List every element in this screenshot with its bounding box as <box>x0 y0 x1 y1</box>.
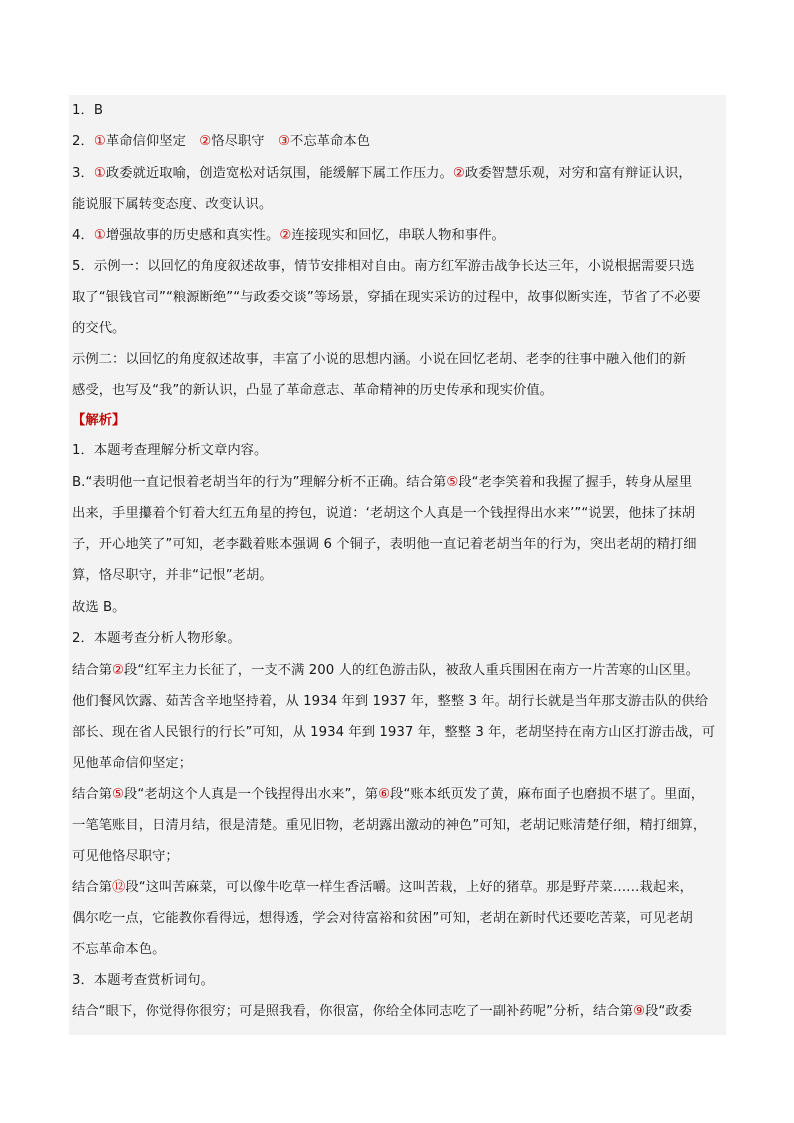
circled-number: ② <box>452 166 465 181</box>
analysis-1-choice: 故选 B。 <box>72 600 126 615</box>
circled-number: ① <box>93 134 106 149</box>
answer-analysis-page <box>69 95 726 1035</box>
answer-5: 5．示例一：以回忆的角度叙述故事，情节安排相对自由。南方红军游击战争长达三年，小说根据需要只选 <box>72 259 695 274</box>
analysis-1-text: 出来，手里攥着个钉着大红五角星的挎包，说道：‘老胡这个人真是一个钱捏得出水来’”“说罢，他抹了抹胡 <box>72 506 696 521</box>
circled-number: ② <box>279 228 292 243</box>
circled-number: ⑥ <box>378 787 391 802</box>
analysis-2-text: 可见他恪尽职守； <box>72 849 179 864</box>
circled-number: ① <box>93 228 106 243</box>
analysis-1-intro: 1．本题考查理解分析文章内容。 <box>72 443 268 458</box>
analysis-3-intro: 3．本题考查赏析词句。 <box>72 973 214 988</box>
analysis-2-text: 见他革命信仰坚定； <box>72 756 193 771</box>
analysis-2-text: 偶尔吃一点，它能教你看得远，想得透，学会对待富裕和贫困”可知，老胡在新时代还要吃苦菜，可见老胡 <box>72 911 693 926</box>
answer-5-cont: 取了“银钱官司”“粮源断绝”“与政委交谈”等场景，穿插在现实采访的过程中，故事似断实连，节省了不必要 <box>72 290 701 305</box>
analysis-2-text: 结合第⑤段“老胡这个人真是一个钱捏得出水来”，第⑥段“账本纸页发了黄，麻布面子也磨损不堪了。里面， <box>72 787 705 802</box>
analysis-1-text: 算，恪尽职守，并非“记恨”老胡。 <box>72 568 273 583</box>
analysis-1-text: B.“表明他一直记恨着老胡当年的行为”理解分析不正确。结合第⑤段“老李笑着和我握了握手，转身从屋里 <box>72 475 693 490</box>
circled-number: ⑨ <box>633 1004 646 1019</box>
analysis-2-text: 他们餐风饮露、茹苦含辛地坚持着，从 1934 年到 1937 年，整整 3 年。胡行长就是当年那支游击队的供给 <box>72 694 709 709</box>
answer-3: 3．①政委就近取喻，创造宽松对话氛围，能缓解下属工作压力。②政委智慧乐观，对穷和富有辩证认识， <box>72 166 692 181</box>
analysis-2-text: 结合第⑫段“这叫苦麻菜，可以像牛吃草一样生香活嚼。这叫苦栽，上好的猪草。那是野芹菜……栽起来， <box>72 880 693 895</box>
analysis-2-text: 不忘革命本色。 <box>72 942 166 957</box>
circled-number: ⑫ <box>112 880 126 895</box>
circled-number: ⑤ <box>446 475 459 490</box>
circled-number: ⑤ <box>112 787 125 802</box>
answer-5-example-two: 示例二：以回忆的角度叙述故事，丰富了小说的思想内涵。小说在回忆老胡、老李的往事中融入他们的新 <box>72 352 686 367</box>
answer-4: 4．①增强故事的历史感和真实性。②连接现实和回忆，串联人物和事件。 <box>72 228 505 243</box>
answer-2: 2．①革命信仰坚定 ②恪尽职守 ③不忘革命本色 <box>72 134 371 149</box>
answer-3-cont: 能说服下属转变态度、改变认识。 <box>72 197 273 212</box>
analysis-heading: 【解析】 <box>72 413 126 428</box>
analysis-2-text: 结合第②段“红军主力长征了，一支不满 200 人的红色游击队，被敌人重兵围困在南方一片苦寒的山区里。 <box>72 663 699 678</box>
answer-5-cont: 的交代。 <box>72 321 126 336</box>
analysis-3-text: 结合“眼下，你觉得你很穷；可是照我看，你很富，你给全体同志吃了一副补药呢”分析，结合第⑨段“政委 <box>72 1004 693 1019</box>
analysis-2-intro: 2．本题考查分析人物形象。 <box>72 631 241 646</box>
answer-5-example-two-cont: 感受，也写及“我”的新认识，凸显了革命意志、革命精神的历史传承和现实价值。 <box>72 383 554 398</box>
circled-number: ② <box>199 134 212 149</box>
analysis-2-text: 部长、现在省人民银行的行长”可知，从 1934 年到 1937 年，整整 3 年，老胡坚持在南方山区打游击战，可 <box>72 725 716 740</box>
circled-number: ② <box>112 663 125 678</box>
answer-1: 1．B <box>72 103 104 118</box>
circled-number: ① <box>93 166 106 181</box>
analysis-1-text: 子，开心地笑了”可知，老李戳着账本强调 6 个铜子，表明他一直记着老胡当年的行为，突出老胡的精打细 <box>72 537 697 552</box>
circled-number: ③ <box>278 134 290 149</box>
analysis-2-text: 一笔笔账目，日清月结，很是清楚。重见旧物，老胡露出激动的神色”可知，老胡记账清楚仔细，精打细算， <box>72 818 707 833</box>
